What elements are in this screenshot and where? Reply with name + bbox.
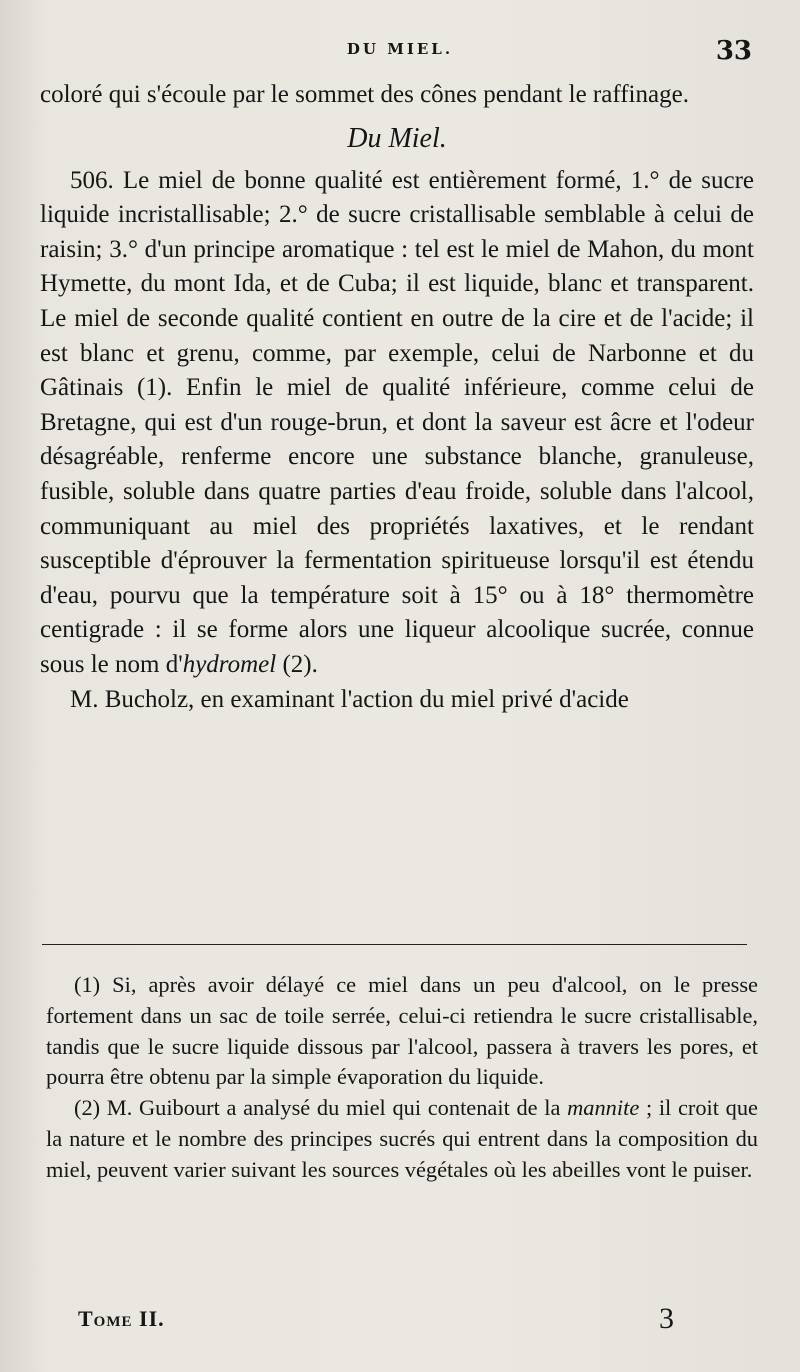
footnote-divider — [42, 944, 747, 945]
page-footer — [0, 1302, 800, 1342]
bucholz-paragraph: M. Bucholz, en examinant l'action du miel privé d'acide — [70, 685, 629, 713]
footnote-2-end: ; il croit que la nature et le nombre des principes sucrés qui entrent dans la composition du miel, peuvent varier suivant les sources végétales où les abeilles vont le puiser. — [46, 1095, 758, 1182]
page-number: 33 — [715, 36, 752, 66]
signature-mark: 3 — [659, 1302, 674, 1335]
paragraph-506-text: 506. Le miel de bonne qualité est entièrement formé, 1.° de sucre liquide incristallisable; 2.° de sucre cristallisable semblable à celui de raisin; 3.° d'un principe aromatique : tel est le miel de Mahon, du mont Hymette, du mont Ida, et de Cuba; il est liquide, blanc et transparent. Le miel de seconde qualité contient en outre de la cire et de l'acide; il est blanc et grenu, comme, par exemple, celui de Narbonne et du Gâtinais (1). Enfin le miel de qualité inférieure, comme celui de Bretagne, qui est d'un rouge-brun, et dont la saveur est âcre et l'odeur désagréable, renferme encore une substance blanche, granuleuse, fusible, soluble dans quatre parties d'eau froide, soluble dans l'alcool, communiquant au miel des propriétés laxatives, et le rendant susceptible d'éprouver la fermentation spiritueuse lorsqu'il est étendu d'eau, pourvu que la température soit à 15° ou à 18° thermomètre centigrade : il se forme alors une liqueur alcoolique sucrée, connue sous le nom d' — [40, 166, 754, 678]
main-text — [40, 78, 754, 717]
footnote-2 — [46, 1093, 758, 1185]
volume-label: Tome II. — [78, 1306, 165, 1331]
paragraph-506-end: (2). — [276, 650, 318, 678]
footnote-2-start: (2) M. Guibourt a analysé du miel qui contenait de la — [74, 1095, 568, 1121]
footnotes — [46, 970, 758, 1186]
intro-paragraph: coloré qui s'écoule par le sommet des cônes pendant le raffinage. — [40, 81, 689, 108]
running-title: DU MIEL. — [346, 40, 454, 58]
footnote-1: (1) Si, après avoir délayé ce miel dans un peu d'alcool, on le presse fortement dans un sac de toile serrée, celui-ci retiendra le sucre cristallisable, tandis que le sucre liquide dissous par l'alcool, passera à travers les pores, et pourra être obtenu par la simple évaporation du liquide. — [46, 972, 758, 1090]
running-head — [0, 36, 800, 66]
section-title: Du Miel. — [347, 122, 447, 154]
hydromel-term: hydromel — [182, 650, 277, 678]
paragraph-506 — [40, 164, 754, 683]
mannite-term: mannite — [567, 1095, 640, 1121]
